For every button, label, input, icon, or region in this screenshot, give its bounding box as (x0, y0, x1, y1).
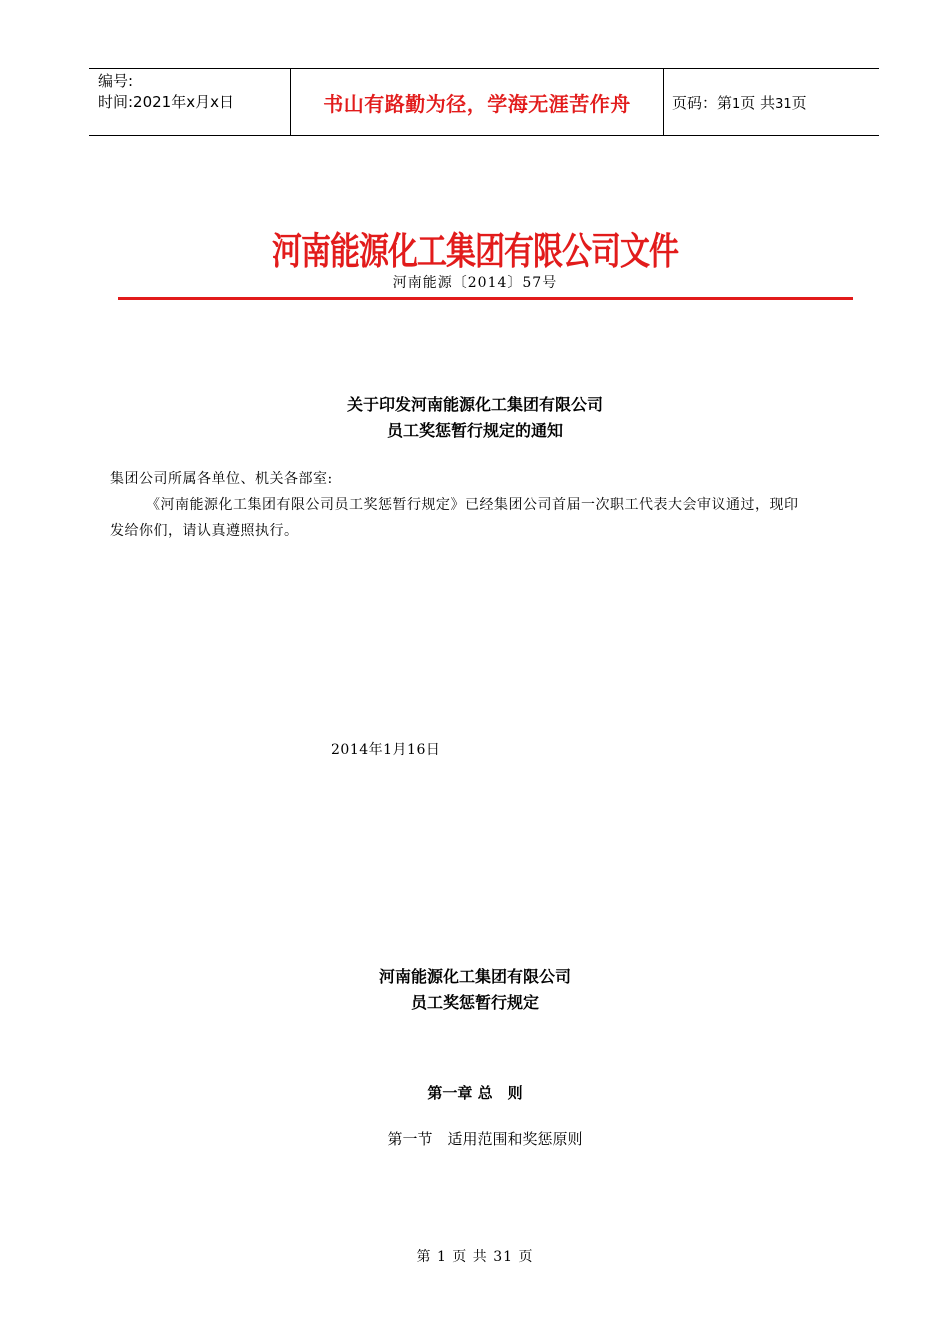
header-bottom-border (89, 135, 879, 136)
header-motto: 书山有路勤为径，学海无涯苦作舟 (323, 92, 631, 116)
page-suffix: 页 (791, 94, 807, 112)
chapter-heading: 第一章 总 则 (427, 1084, 523, 1102)
body-line-1: 《河南能源化工集团有限公司员工奖惩暂行规定》已经集团公司首届一次职工代表大会审议通过，现印 (146, 497, 799, 513)
header-divider-right (663, 68, 664, 135)
notice-title (0, 392, 950, 444)
header-page-indicator (672, 92, 807, 113)
rules-title (0, 964, 950, 1016)
serial-label: 编号: (98, 72, 134, 90)
red-separator-line (118, 297, 853, 300)
body-line-2: 发给你们，请认真遵照执行。 (110, 523, 299, 539)
notice-title-line2: 员工奖惩暂行规定的通知 (386, 421, 563, 440)
document-organization-title: 河南能源化工集团有限公司文件 (272, 230, 678, 274)
page-total: 31 (775, 97, 792, 112)
time-label: 时间:2021年x月x日 (98, 93, 234, 111)
page-middle: 页 共 (740, 94, 776, 112)
section-heading: 第一节 适用范围和奖惩原则 (387, 1130, 583, 1148)
notice-title-line1: 关于印发河南能源化工集团有限公司 (346, 395, 603, 414)
header-meta (98, 71, 234, 113)
rules-title-line2: 员工奖惩暂行规定 (410, 993, 539, 1012)
page-prefix: 页码：第 (672, 94, 733, 112)
issue-date: 2014年1月16日 (331, 742, 441, 758)
page-footer: 第 1 页 共 31 页 (416, 1249, 534, 1265)
document-number: 河南能源〔2014〕57号 (392, 275, 558, 291)
page-current: 1 (732, 97, 741, 112)
salutation: 集团公司所属各单位、机关各部室: (110, 471, 333, 487)
rules-title-line1: 河南能源化工集团有限公司 (378, 967, 571, 986)
header-top-border (89, 68, 879, 69)
